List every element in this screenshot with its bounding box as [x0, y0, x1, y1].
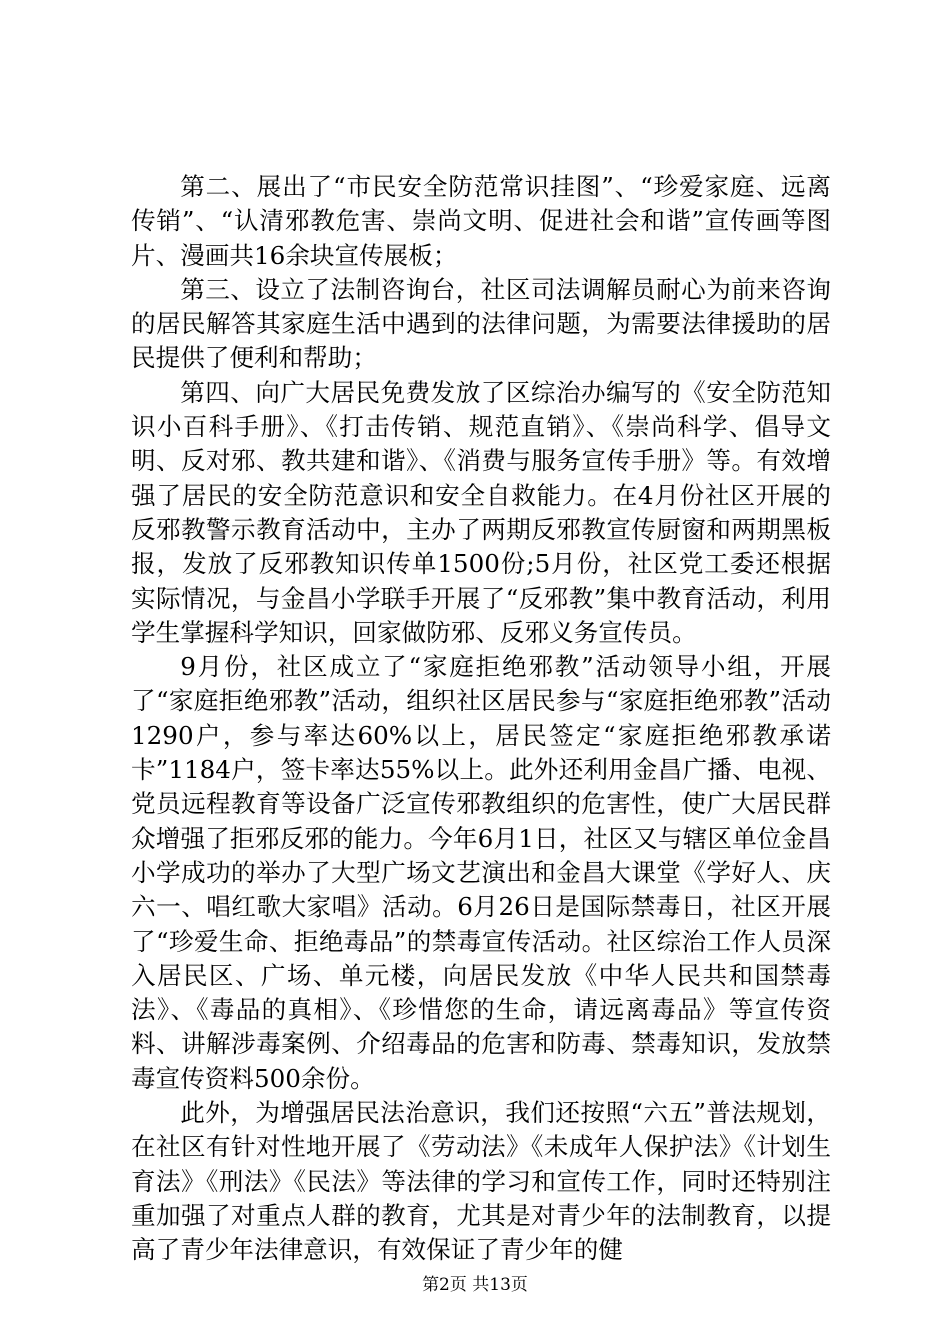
page-number: 第2页 共13页 [422, 1275, 528, 1295]
paragraph-legal-consulting: 第三、设立了法制咨询台，社区司法调解员耐心为前来咨询的居民解答其家庭生活中遇到的法律问题，为需要法律援助的居民提供了便利和帮助； [131, 274, 831, 373]
paragraph-handbooks: 第四、向广大居民免费发放了区综治办编写的《安全防范知识小百科手册》、《打击传销、规范直销》、《崇尚科学、倡导文明、反对邪、教共建和谐》、《消费与服务宣传手册》等。有效增强了居民的安全防范意识和安全自救能力。在4月份社区开展的反邪教警示教育活动中，主办了两期反邪教宣传厨窗和两期黑板报，发放了反邪教知识传单1500份;5月份，社区党工委还根据实际情况，与金昌小学联手开展了“反邪教”集中教育活动，利用学生掌握科学知识，回家做防邪、反邪义务宣传员。 [131, 377, 831, 647]
document-body [131, 170, 831, 1268]
paragraph-legal-education: 此外，为增强居民法治意识，我们还按照“六五”普法规划，在社区有针对性地开展了《劳动法》《未成年人保护法》《计划生育法》《刑法》《民法》等法律的学习和宣传工作，同时还特别注重加强了对重点人群的教育，尤其是对青少年的法制教育，以提高了青少年法律意识，有效保证了青少年的健 [131, 1098, 831, 1265]
paragraph-anti-cult-campaign: 9月份，社区成立了“家庭拒绝邪教”活动领导小组，开展了“家庭拒绝邪教”活动，组织社区居民参与“家庭拒绝邪教”活动1290户，参与率达60%以上，居民签定“家庭拒绝邪教承诺卡”1184户，签卡率达55%以上。此外还利用金昌广播、电视、党员远程教育等设备广泛宣传邪教组织的危害性，使广大居民群众增强了拒邪反邪的能力。今年6月1日，社区又与辖区单位金昌小学成功的举办了大型广场文艺演出和金昌大课堂《学好人、庆六一、唱红歌大家唱》活动。6月26日是国际禁毒日，社区开展了“珍爱生命、拒绝毒品”的禁毒宣传活动。社区综治工作人员深入居民区、广场、单元楼，向居民发放《中华人民共和国禁毒法》、《毒品的真相》、《珍惜您的生命，请远离毒品》等宣传资料、讲解涉毒案例、介绍毒品的危害和防毒、禁毒知识，发放禁毒宣传资料500余份。 [131, 652, 831, 1093]
paragraph-exhibition: 第二、展出了“市民安全防范常识挂图”、“珍爱家庭、远离传销”、“认清邪教危害、崇尚文明、促进社会和谐”宣传画等图片、漫画共16余块宣传展板； [131, 172, 831, 270]
